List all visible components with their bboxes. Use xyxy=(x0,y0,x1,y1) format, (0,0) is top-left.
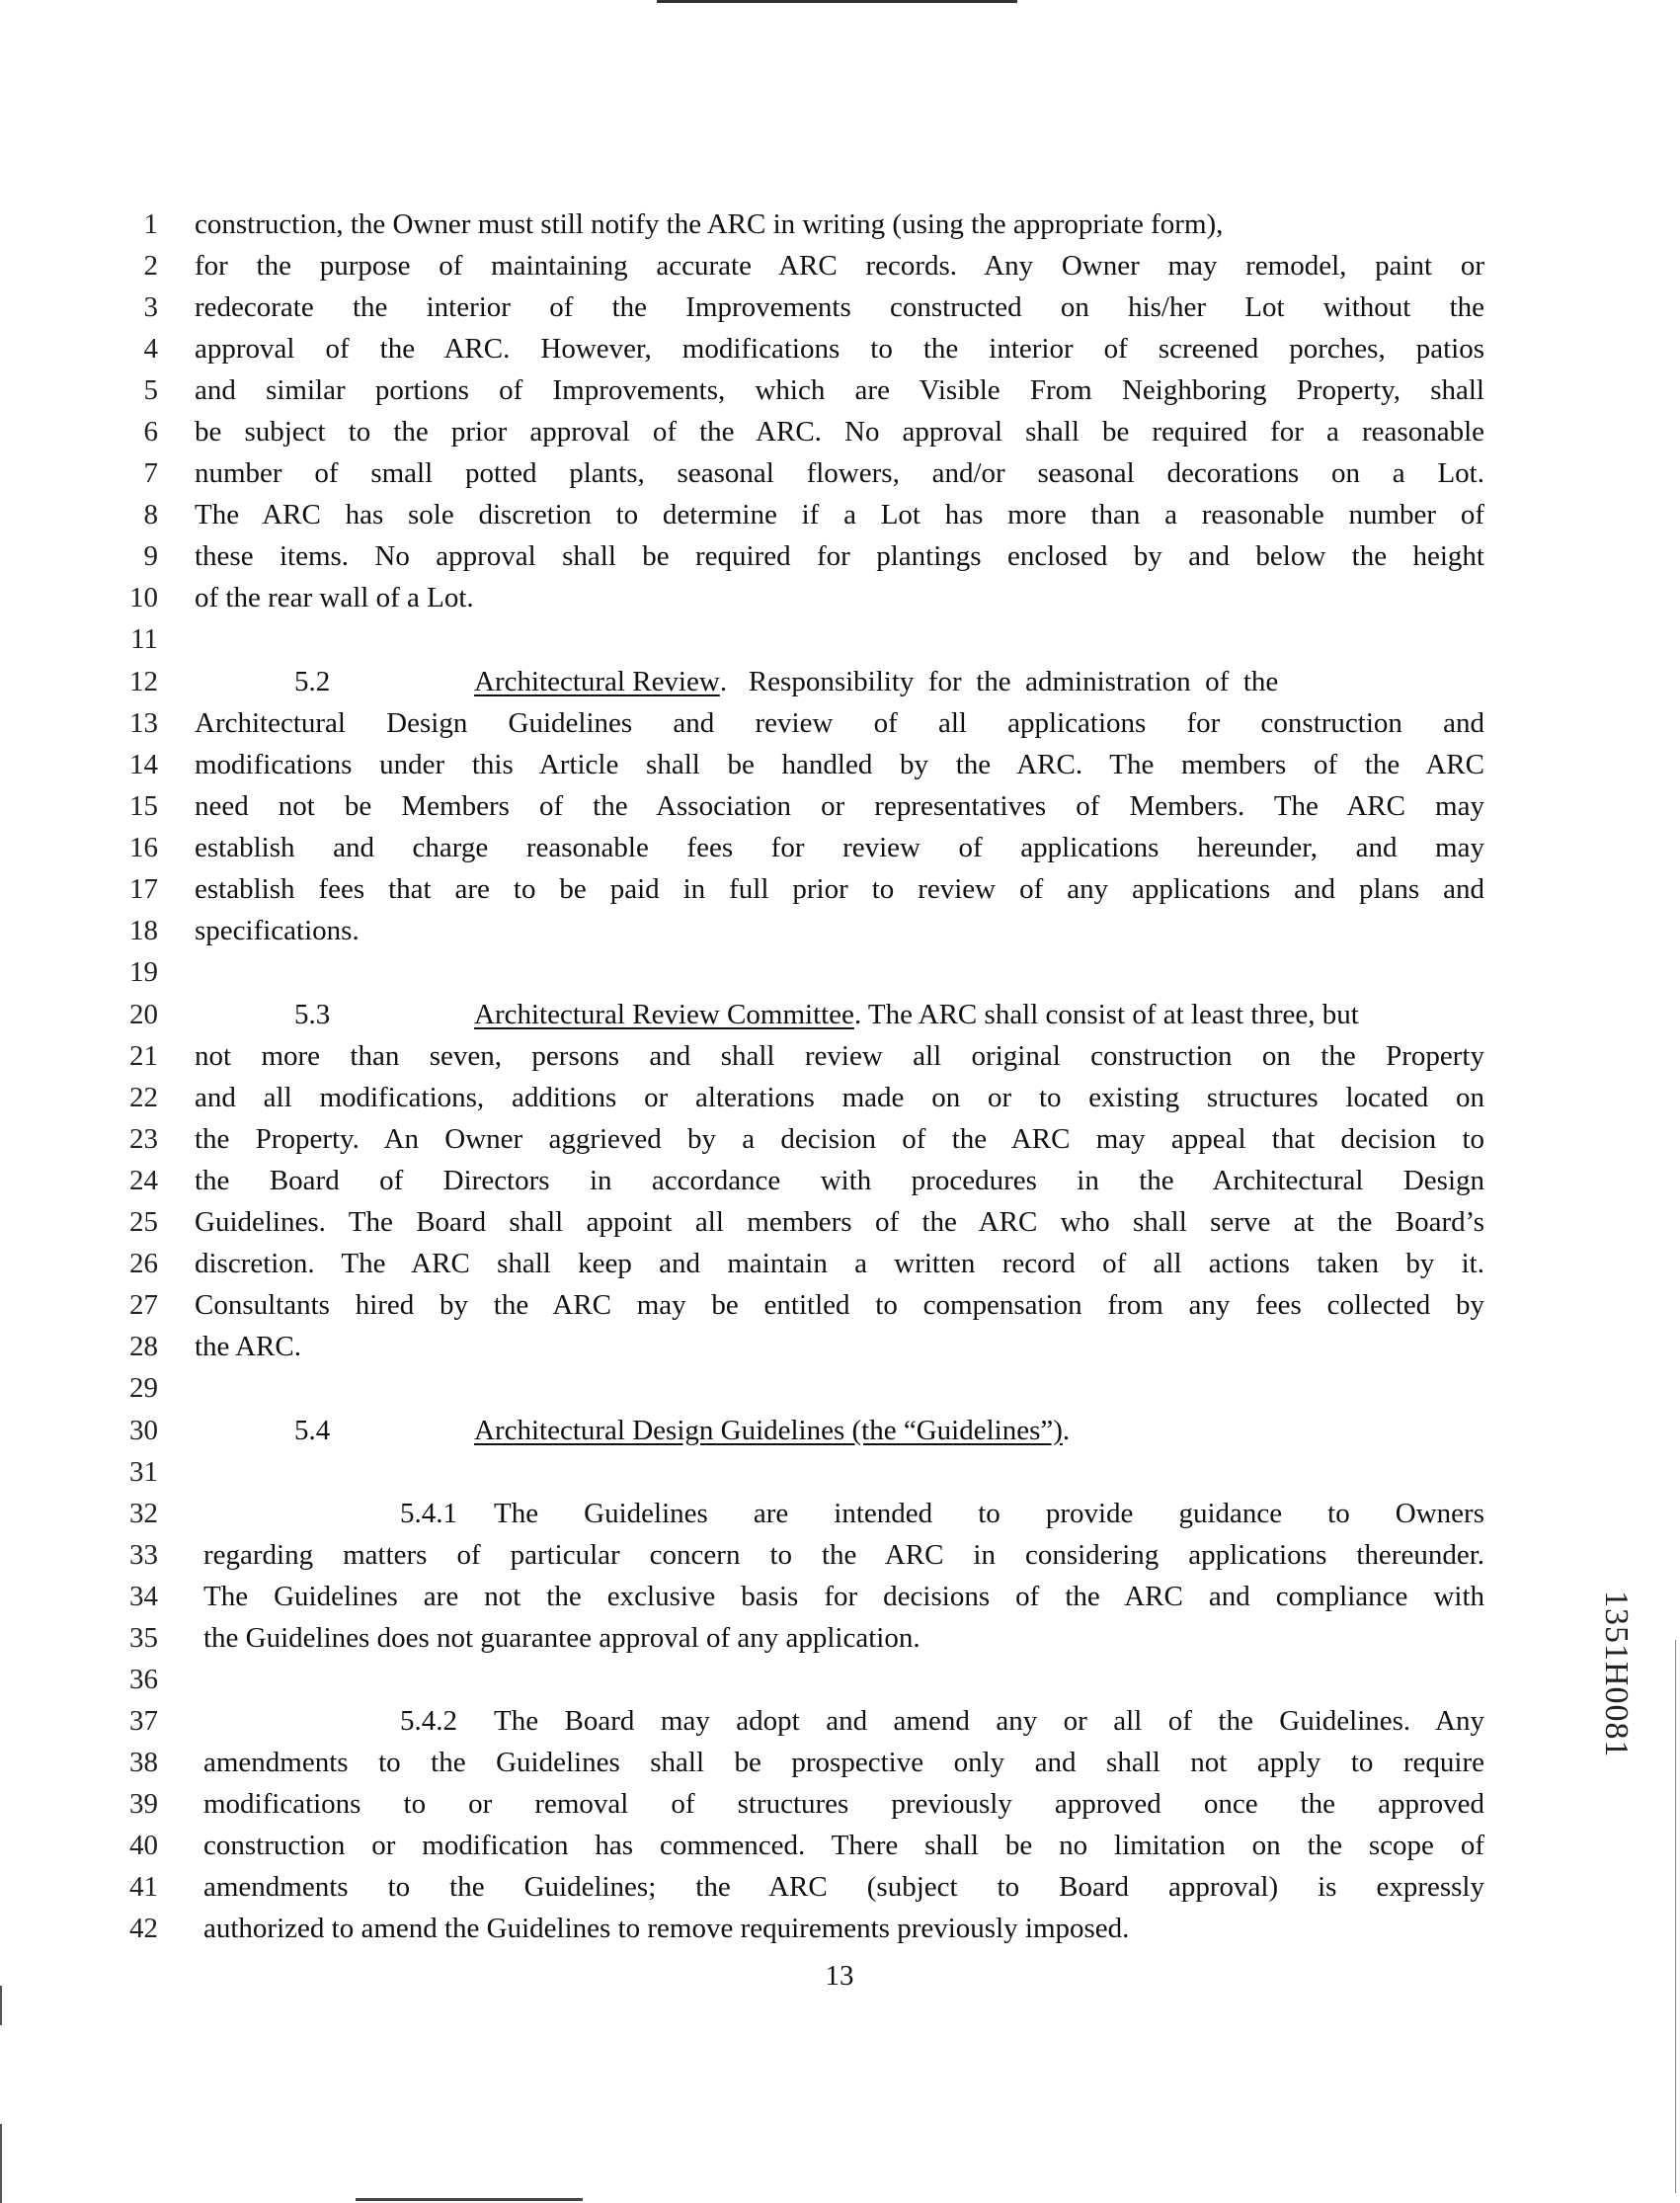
line-number: 7 xyxy=(143,457,158,489)
line-number: 33 xyxy=(129,1539,158,1571)
line-number: 15 xyxy=(129,790,158,822)
section-text: The Board may adopt and amend any or all of the Guidelines. Any xyxy=(494,1705,1484,1737)
recording-stamp: 1351H0081 xyxy=(1598,1591,1635,1758)
document-line xyxy=(0,452,1680,494)
line-number: 29 xyxy=(129,1372,158,1404)
bottom-scan-edge xyxy=(356,2198,583,2201)
line-number: 35 xyxy=(129,1622,158,1654)
line-number: 6 xyxy=(143,416,158,448)
section-number: 5.2 xyxy=(294,666,331,697)
document-line xyxy=(0,1077,1680,1118)
line-number: 36 xyxy=(129,1664,158,1695)
line-text: not more than seven, persons and shall review all original construction on the Property xyxy=(195,1040,1484,1072)
line-number: 24 xyxy=(129,1165,158,1196)
document-line xyxy=(0,1035,1680,1077)
line-text: modifications to or removal of structures previously approved once the approved xyxy=(203,1788,1484,1820)
document-line xyxy=(0,1700,1680,1742)
line-number: 38 xyxy=(129,1747,158,1778)
line-number: 39 xyxy=(129,1788,158,1820)
line-number: 25 xyxy=(129,1206,158,1238)
document-line xyxy=(0,535,1680,577)
line-number: 13 xyxy=(129,707,158,739)
section-number: 5.3 xyxy=(294,999,331,1030)
document-line xyxy=(0,245,1680,286)
line-text: and all modifications, additions or alterations made on or to existing structures located on xyxy=(195,1082,1484,1113)
line-text: construction, the Owner must still notify the ARC in writing (using the appropriate form), xyxy=(195,208,1224,240)
line-number: 9 xyxy=(143,540,158,572)
line-number: 4 xyxy=(143,333,158,365)
line-text: of the rear wall of a Lot. xyxy=(195,582,474,613)
line-text: the ARC. xyxy=(195,1331,301,1362)
line-number: 37 xyxy=(129,1705,158,1737)
line-number: 32 xyxy=(129,1498,158,1529)
document-line xyxy=(0,994,1680,1035)
line-number: 18 xyxy=(129,915,158,946)
line-number: 41 xyxy=(129,1871,158,1903)
line-text: Architectural Design Guidelines and review of all applications for construction and xyxy=(195,707,1484,739)
top-scan-edge xyxy=(657,0,1017,3)
line-text: modifications under this Article shall be handled by the ARC. The members of the ARC xyxy=(195,749,1484,780)
document-line xyxy=(0,1367,1680,1409)
line-text: the Guidelines does not guarantee approval of any application. xyxy=(203,1622,920,1654)
line-text: amendments to the Guidelines; the ARC (subject to Board approval) is expressly xyxy=(203,1871,1484,1903)
document-line xyxy=(0,1493,1680,1534)
document-line xyxy=(0,1908,1680,1949)
document-line xyxy=(0,1825,1680,1866)
line-number: 11 xyxy=(130,623,158,655)
line-number: 10 xyxy=(129,582,158,613)
document-line xyxy=(0,1866,1680,1908)
line-text: The ARC has sole discretion to determine if a Lot has more than a reasonable number of xyxy=(195,499,1484,530)
line-number: 19 xyxy=(129,956,158,988)
line-text: need not be Members of the Association or representatives of Members. The ARC may xyxy=(195,790,1484,822)
line-number: 1 xyxy=(143,208,158,240)
line-text: the Board of Directors in accordance with procedures in the Architectural Design xyxy=(195,1165,1484,1196)
line-text: regarding matters of particular concern to the ARC in considering applications thereunder. xyxy=(203,1539,1484,1571)
line-text: number of small potted plants, seasonal flowers, and/or seasonal decorations on a Lot. xyxy=(195,457,1484,489)
document-line xyxy=(0,1659,1680,1700)
line-number: 30 xyxy=(129,1415,158,1446)
line-number: 8 xyxy=(143,499,158,530)
line-number: 27 xyxy=(129,1289,158,1321)
document-line xyxy=(0,1451,1680,1493)
line-text: discretion. The ARC shall keep and maintain a written record of all actions taken by it. xyxy=(195,1248,1484,1279)
line-text: The Guidelines are not the exclusive basis for decisions of the ARC and compliance with xyxy=(203,1581,1484,1612)
document-line xyxy=(0,1534,1680,1576)
section-number: 5.4 xyxy=(294,1415,331,1446)
document-line xyxy=(0,744,1680,785)
document-line xyxy=(0,1326,1680,1367)
line-number: 5 xyxy=(143,374,158,406)
document-line xyxy=(0,702,1680,744)
section-text: . The ARC shall consist of at least three, but xyxy=(853,999,1359,1030)
document-line xyxy=(0,1410,1680,1451)
line-number: 23 xyxy=(129,1123,158,1155)
line-text: Guidelines. The Board shall appoint all members of the ARC who shall serve at the Board’s xyxy=(195,1206,1484,1238)
line-number: 14 xyxy=(129,749,158,780)
section-text: . Responsibility for the administration of the xyxy=(719,666,1279,697)
left-scan-mark xyxy=(0,1986,2,2025)
section-heading: Architectural Design Guidelines (the “Guidelines”) xyxy=(474,1415,1063,1446)
document-line xyxy=(0,411,1680,452)
document-line xyxy=(0,785,1680,827)
line-text: these items. No approval shall be required for plantings enclosed by and below the height xyxy=(195,540,1484,572)
line-number: 28 xyxy=(129,1331,158,1362)
line-text: the Property. An Owner aggrieved by a decision of the ARC may appeal that decision to xyxy=(195,1123,1484,1155)
line-number: 22 xyxy=(129,1082,158,1113)
document-line xyxy=(0,868,1680,910)
line-number: 16 xyxy=(129,832,158,863)
line-text: construction or modification has commenced. There shall be no limitation on the scope of xyxy=(203,1830,1484,1861)
document-line xyxy=(0,1243,1680,1284)
document-line xyxy=(0,1160,1680,1201)
line-number: 12 xyxy=(129,666,158,697)
line-text: establish fees that are to be paid in full prior to review of any applications and plans and xyxy=(195,873,1484,905)
document-line xyxy=(0,827,1680,868)
line-text: establish and charge reasonable fees for review of applications hereunder, and may xyxy=(195,832,1484,863)
document-line xyxy=(0,204,1680,245)
document-line xyxy=(0,328,1680,369)
line-text: Consultants hired by the ARC may be entitled to compensation from any fees collected by xyxy=(195,1289,1484,1321)
left-scan-mark xyxy=(0,2124,2,2203)
section-number: 5.4.2 xyxy=(400,1705,457,1737)
line-number: 17 xyxy=(129,873,158,905)
line-text: redecorate the interior of the Improvements constructed on his/her Lot without the xyxy=(195,291,1484,323)
line-text: be subject to the prior approval of the ARC. No approval shall be required for a reasonable xyxy=(195,416,1484,448)
line-text: authorized to amend the Guidelines to remove requirements previously imposed. xyxy=(203,1913,1130,1944)
line-number: 42 xyxy=(129,1913,158,1944)
line-number: 2 xyxy=(143,250,158,282)
line-text: specifications. xyxy=(195,915,360,946)
document-line xyxy=(0,1284,1680,1326)
line-number: 34 xyxy=(129,1581,158,1612)
section-heading: Architectural Review xyxy=(474,666,720,697)
section-number: 5.4.1 xyxy=(400,1498,457,1529)
document-line xyxy=(0,1742,1680,1783)
document-line xyxy=(0,661,1680,702)
line-number: 20 xyxy=(129,999,158,1030)
document-line xyxy=(0,494,1680,535)
document-line xyxy=(0,618,1680,660)
line-number: 31 xyxy=(129,1456,158,1488)
document-line xyxy=(0,910,1680,951)
page-number: 13 xyxy=(825,1960,854,1992)
document-line xyxy=(0,1783,1680,1825)
line-number: 40 xyxy=(129,1830,158,1861)
line-text: approval of the ARC. However, modifications to the interior of screened porches, patios xyxy=(195,333,1484,365)
line-number: 26 xyxy=(129,1248,158,1279)
document-line xyxy=(0,951,1680,993)
line-number: 3 xyxy=(143,291,158,323)
section-heading: Architectural Review Committee xyxy=(474,999,854,1030)
document-line xyxy=(0,1576,1680,1617)
document-line xyxy=(0,1617,1680,1659)
line-text: amendments to the Guidelines shall be prospective only and shall not apply to require xyxy=(203,1747,1484,1778)
section-text: . xyxy=(1062,1415,1071,1446)
document-line xyxy=(0,1118,1680,1160)
line-text: for the purpose of maintaining accurate ARC records. Any Owner may remodel, paint or xyxy=(195,250,1484,282)
document-line xyxy=(0,369,1680,411)
line-number: 21 xyxy=(129,1040,158,1072)
line-text: and similar portions of Improvements, which are Visible From Neighboring Property, shall xyxy=(195,374,1484,406)
document-line xyxy=(0,286,1680,328)
document-line xyxy=(0,577,1680,618)
document-line xyxy=(0,1201,1680,1243)
section-text: The Guidelines are intended to provide guidance to Owners xyxy=(494,1498,1484,1529)
